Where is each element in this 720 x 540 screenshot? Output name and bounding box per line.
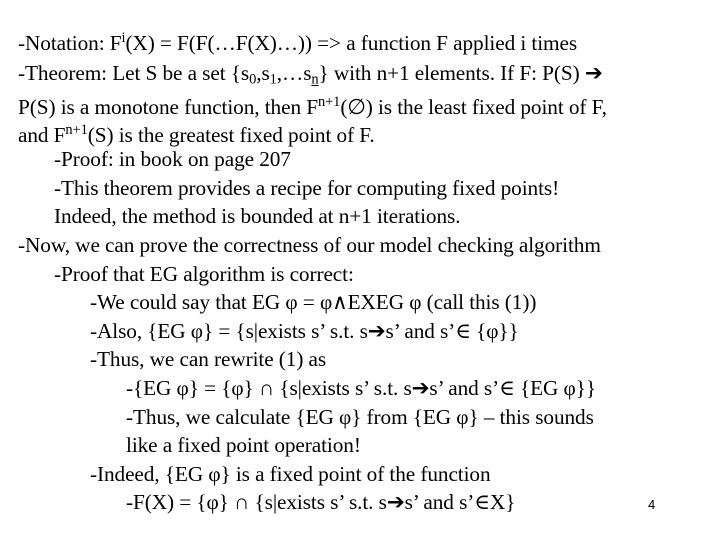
- theorem-line-1: -Theorem: Let S be a set $\{s_0,s_1,\dots s_n\}$ with n+1 elements. If F: P(S) ➔: [18, 61, 603, 88]
- function-definition-line: -F(X) = {φ} ∩ {s|exists s’ s.t. s➔s’ and s’∈X}: [126, 490, 516, 514]
- eg-proof-heading: -Proof that EG algorithm is correct:: [54, 262, 354, 286]
- eg-definition-line: -We could say that EG φ = φ∧EXEG φ (call this (1)): [90, 290, 537, 314]
- recipe-line: -This theorem provides a recipe for computing fixed points!: [54, 176, 560, 200]
- correctness-line: -Now, we can prove the correctness of our model checking algorithm: [18, 233, 601, 257]
- page-number: 4: [648, 497, 656, 512]
- calculate-line: -Thus, we calculate {EG φ} from {EG φ} – this sounds: [126, 405, 594, 429]
- bounded-line: Indeed, the method is bounded at n+1 iterations.: [54, 204, 461, 228]
- proof-book-line: -Proof: in book on page 207: [54, 147, 291, 171]
- eg-set-line: -Also, {EG φ} = {s|exists s’ s.t. s➔s’ and s’∈ {φ}}: [90, 319, 519, 343]
- arrow-icon: ➔: [411, 376, 430, 400]
- theorem-line-2: P(S) is a monotone function, then $F^{n+1}(\emptyset)$ is the least fixed point of F,: [18, 94, 607, 119]
- rewrite-formula-line: -{EG φ} = {φ} ∩ {s|exists s’ s.t. s➔s’ and s’∈ {EG φ}}: [126, 376, 596, 400]
- fixed-point-operation-line: like a fixed point operation!: [126, 433, 361, 457]
- theorem-line-3: and $F^{n+1}(S)$ is the greatest fixed point of F.: [18, 122, 375, 147]
- rewrite-line: -Thus, we can rewrite (1) as: [90, 347, 327, 371]
- arrow-icon: ➔: [367, 319, 386, 343]
- arrow-icon: ➔: [584, 61, 603, 85]
- notation-line: -Notation: $F^i(X)$ = F(F(…F(X)…)) => a function F applied i times: [18, 30, 578, 55]
- indeed-line: -Indeed, {EG φ} is a fixed point of the function: [90, 462, 491, 486]
- arrow-icon: ➔: [386, 490, 405, 514]
